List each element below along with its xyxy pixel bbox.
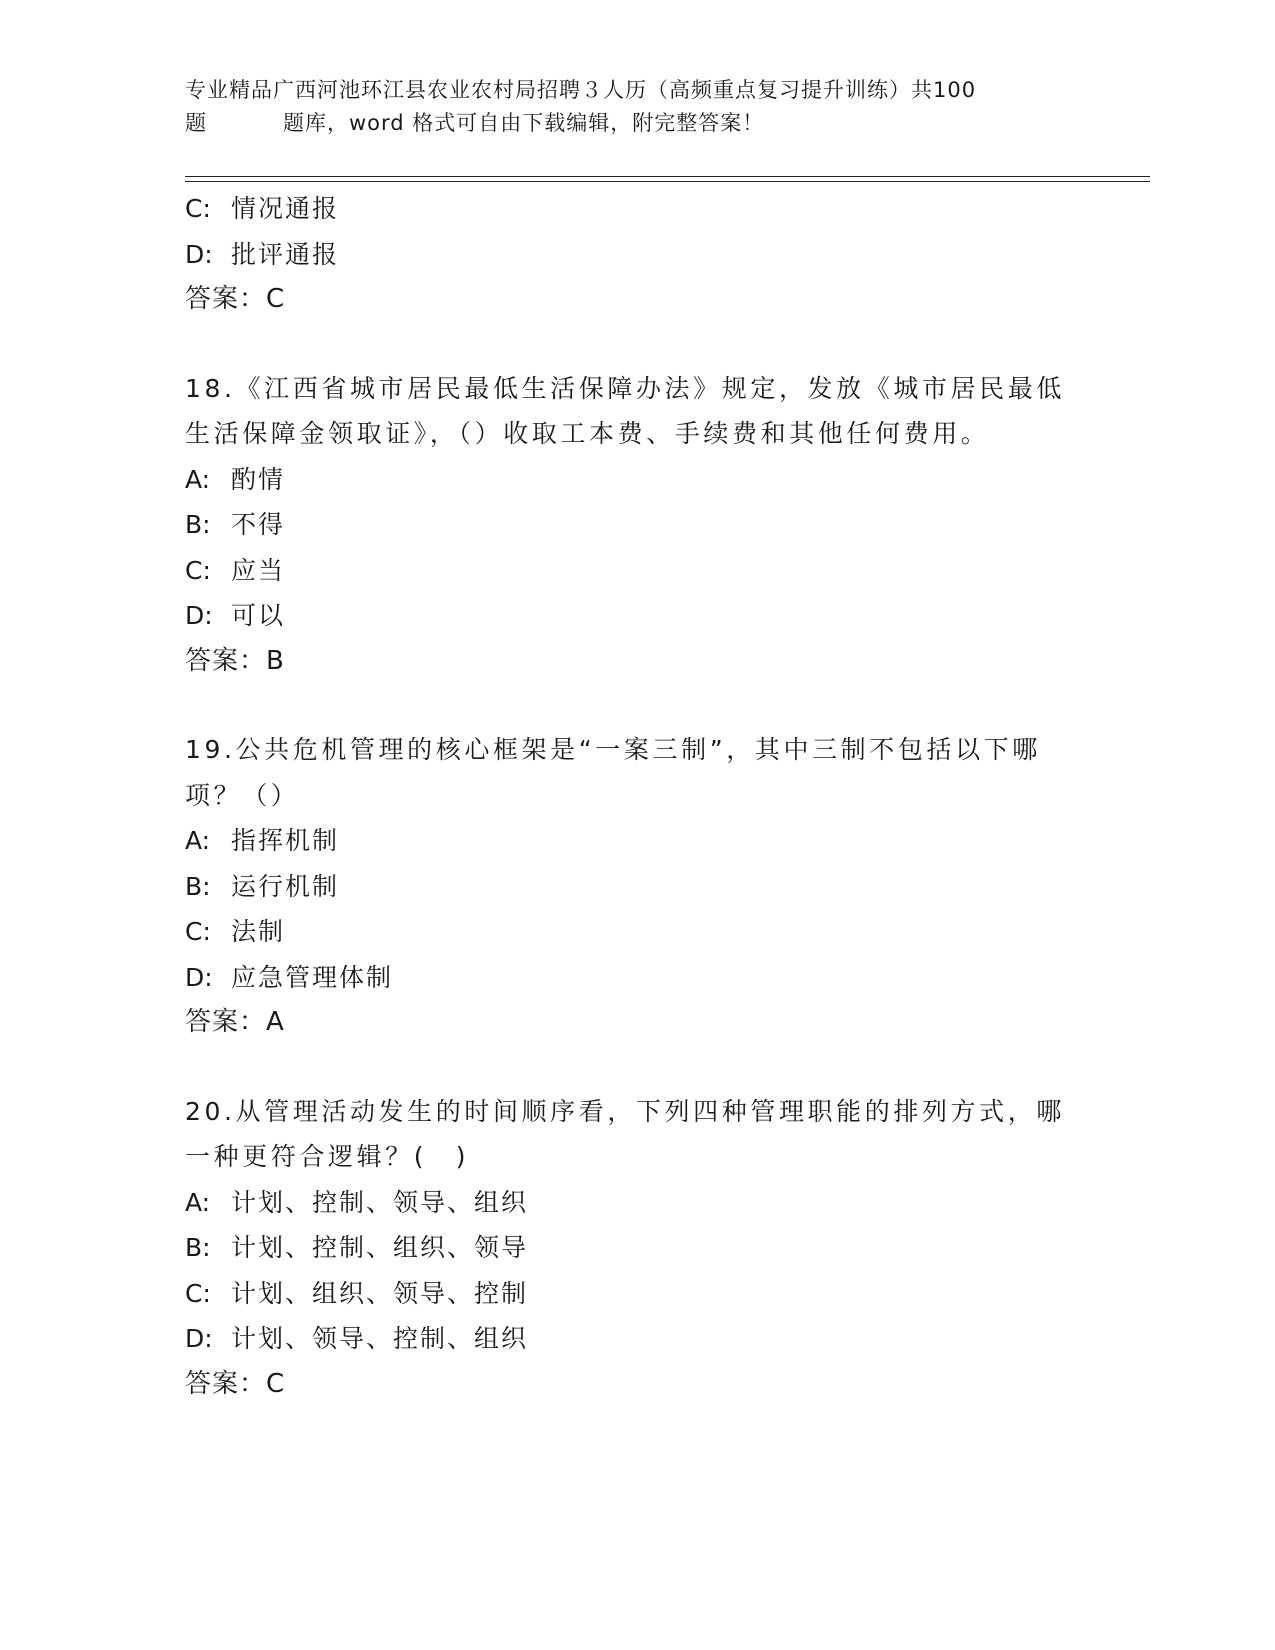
question-18 (185, 366, 1085, 685)
option-c (185, 1271, 1085, 1317)
answer-line: 答案：A (185, 1007, 285, 1037)
option-text: 应当 (231, 555, 286, 585)
option-text: 应急管理体制 (231, 962, 394, 992)
option-a (185, 818, 1085, 864)
answer-line: 答案：C (185, 284, 286, 314)
option-c (185, 548, 1085, 594)
option-letter: D: (185, 1324, 213, 1353)
option-letter: C: (185, 194, 211, 223)
option-a (185, 1180, 1085, 1226)
option-c (185, 186, 1085, 232)
option-b (185, 502, 1085, 548)
question-19 (185, 727, 1085, 1046)
option-letter: C: (185, 1278, 211, 1308)
option-letter: B: (185, 1233, 211, 1262)
page-header (185, 74, 1085, 140)
question-stem: 18.《江西省城市居民最低生活保障办法》规定，发放《城市居民最低生活保障金领取证》，（）收取工本费、手续费和其他任何费用。 (185, 373, 1065, 448)
header-divider-top (185, 176, 1150, 177)
question-stem: 19.公共危机管理的核心框架是“一案三制”，其中三制不包括以下哪项？（） (185, 735, 1041, 810)
header-title-fragment: 题 (185, 111, 207, 135)
question-list (185, 186, 1085, 1407)
option-letter: A: (185, 464, 211, 494)
answer-line: 答案：B (185, 645, 285, 676)
option-letter: C: (185, 917, 211, 946)
option-d (185, 955, 1085, 1001)
option-text: 法制 (231, 917, 286, 946)
option-letter: A: (185, 1187, 211, 1217)
option-b (185, 864, 1085, 910)
option-text: 指挥机制 (231, 826, 340, 855)
option-text: 运行机制 (231, 871, 340, 901)
option-letter: B: (185, 510, 211, 539)
option-letter: A: (185, 826, 211, 855)
option-d (185, 232, 1085, 278)
option-text: 不得 (231, 510, 286, 539)
option-text: 情况通报 (231, 194, 340, 223)
answer-line: 答案：C (185, 1368, 286, 1399)
option-c (185, 909, 1085, 955)
header-title-line2 (185, 107, 1085, 140)
continued-question (185, 186, 1085, 323)
option-text: 酌情 (231, 464, 286, 494)
option-b (185, 1225, 1085, 1271)
option-letter: C: (185, 555, 211, 585)
option-letter: D: (185, 239, 213, 269)
header-divider-bottom (185, 181, 1150, 182)
option-text: 计划、控制、组织、领导 (231, 1233, 529, 1262)
header-subtitle: 题库，word 格式可自由下载编辑，附完整答案！ (283, 111, 765, 135)
option-letter: B: (185, 871, 211, 901)
option-text: 计划、组织、领导、控制 (231, 1278, 529, 1308)
option-letter: D: (185, 962, 213, 992)
option-d (185, 1316, 1085, 1362)
option-d (185, 593, 1085, 639)
option-text: 批评通报 (231, 239, 340, 269)
option-letter: D: (185, 601, 213, 630)
question-stem: 20.从管理活动发生的时间顺序看，下列四种管理职能的排列方式，哪一种更符合逻辑？( ) (185, 1096, 1065, 1171)
option-text: 计划、领导、控制、组织 (231, 1324, 529, 1353)
option-text: 计划、控制、领导、组织 (231, 1187, 529, 1217)
header-title-line1: 专业精品广西河池环江县农业农村局招聘３人历（高频重点复习提升训练）共100 (185, 78, 977, 102)
option-a (185, 457, 1085, 503)
option-text: 可以 (231, 601, 286, 630)
question-20 (185, 1089, 1085, 1408)
